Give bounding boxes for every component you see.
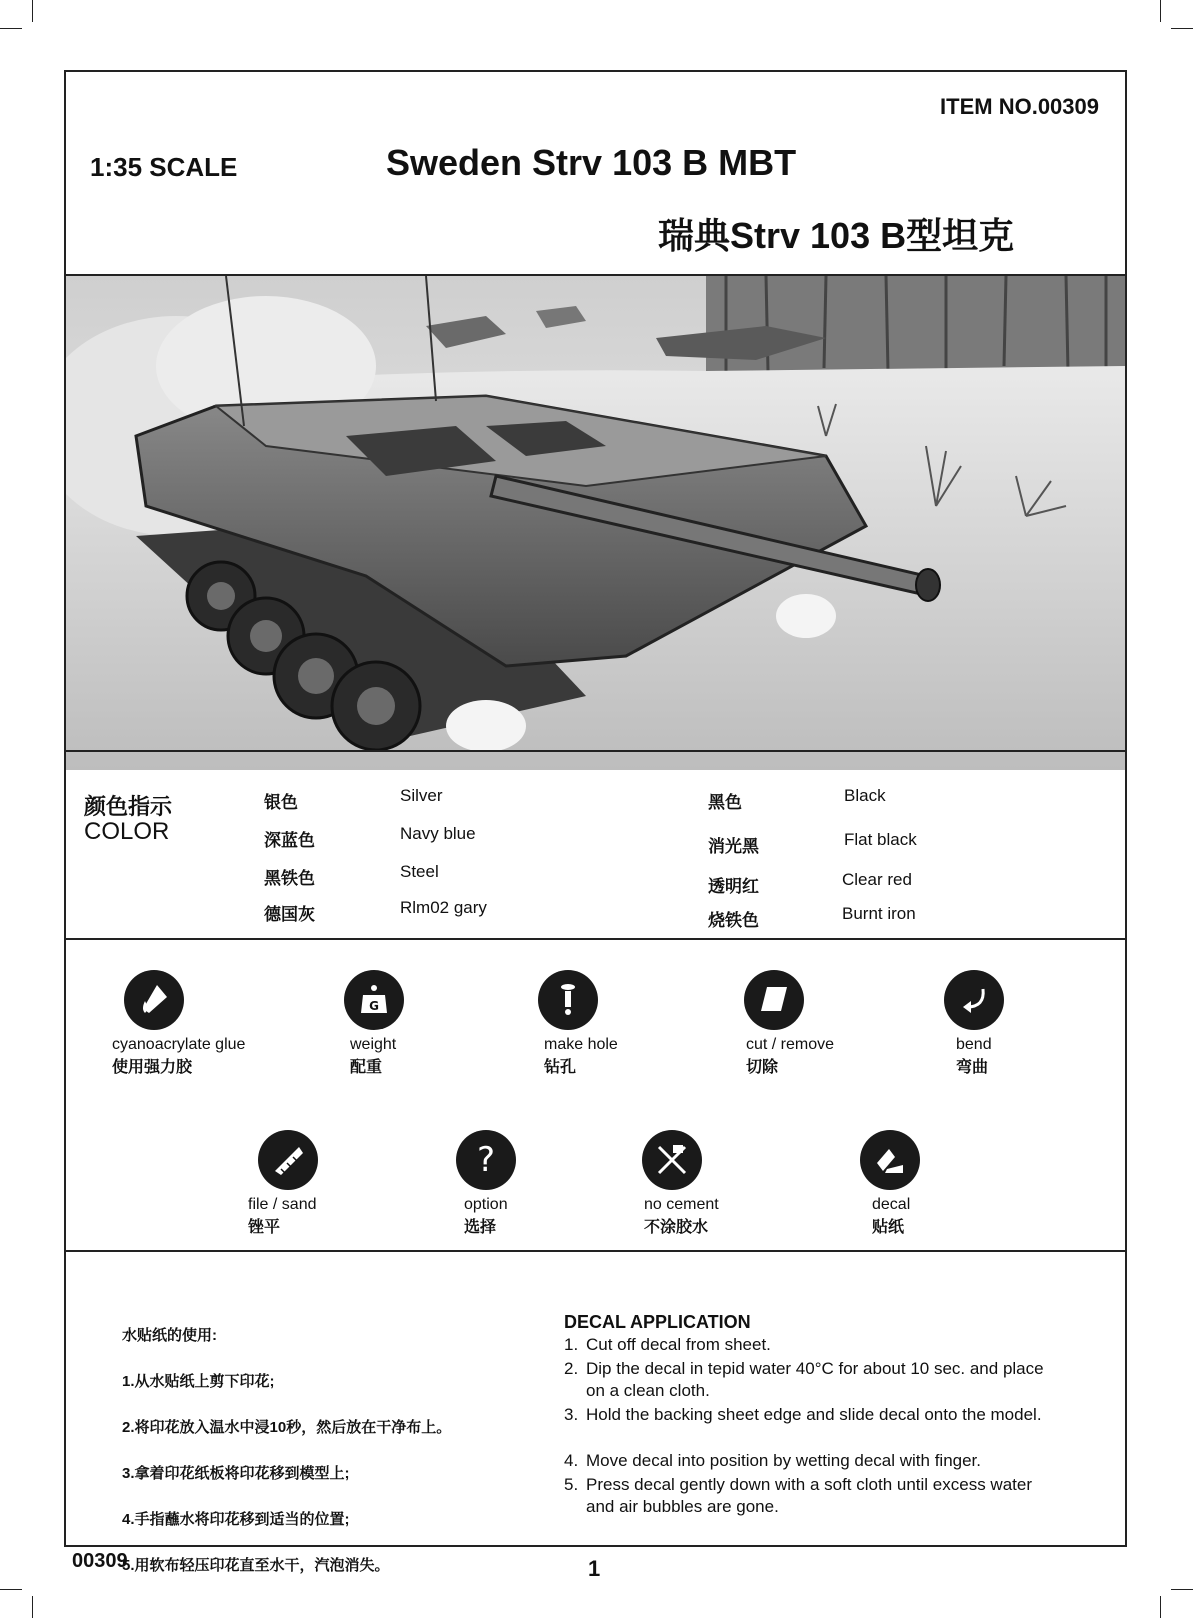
color-en: Black [844,786,886,805]
step-number: 1. [564,1335,579,1354]
color-cn: 银色 [264,793,298,812]
decal-step-cn: 5.用软布轻压印花直至水干，汽泡消失。 [122,1557,390,1574]
svg-text:G: G [369,999,379,1013]
decal-step-cn: 4.手指蘸水将印花移到适当的位置; [122,1511,350,1528]
option-icon: ? [456,1130,516,1190]
color-en: Rlm02 gary [400,898,487,917]
symbol-label-zh: 贴纸 [872,1219,905,1236]
symbol-glue [112,970,312,1077]
crop-mark [1171,28,1193,29]
step-text: Hold the backing sheet edge and slide decal onto the model. [586,1405,1042,1424]
make-hole-icon [538,970,598,1030]
decal-step-cn: 2.将印花放入温水中浸10秒，然后放在干净布上。 [122,1419,452,1436]
step-text: Move decal into position by wetting decal with finger. [586,1451,982,1470]
page-title-cn: 瑞典Strv 103 B型坦克 [658,215,1015,256]
decal-title-cn: 水贴纸的使用: [122,1327,217,1344]
color-cn: 消光黑 [708,837,759,856]
crop-mark [0,1589,22,1590]
item-number: ITEM NO.00309 [940,94,1099,119]
decal-icon [860,1130,920,1190]
bend-icon [944,970,1004,1030]
step-text: Dip the decal in tepid water 40°C for about 10 sec. and place on a clean cloth. [586,1359,1044,1400]
symbol-option [464,1130,664,1237]
weight-icon [344,970,404,1030]
symbol-label-zh: 钻孔 [544,1059,577,1076]
symbol-hole [544,970,744,1077]
divider [66,750,1125,752]
file-sand-icon [258,1130,318,1190]
symbol-file [248,1130,448,1237]
step-number: 3. [564,1405,579,1424]
color-en: Silver [400,786,443,805]
decal-title-en: DECAL APPLICATION [564,1312,751,1332]
color-cn: 烧铁色 [708,911,759,930]
symbol-label-en: no cement [644,1196,719,1213]
color-en: Burnt iron [842,904,916,923]
crop-mark [1160,1596,1161,1618]
step-number: 5. [564,1475,579,1494]
symbol-label-zh: 锉平 [248,1219,281,1236]
color-en: Flat black [844,830,917,849]
decal-step-en [564,1334,1054,1356]
symbol-label-en: decal [872,1196,911,1213]
step-text: Cut off decal from sheet. [586,1335,771,1354]
color-cn: 德国灰 [264,905,315,924]
page-frame [64,70,1127,1574]
step-number: 2. [564,1359,579,1378]
no-cement-icon [642,1130,702,1190]
decal-step-cn: 1.从水贴纸上剪下印花; [122,1373,275,1390]
crop-mark [1160,0,1161,22]
decal-step-en [564,1404,1054,1426]
symbol-label-zh: 不涂胶水 [644,1219,709,1236]
cut-remove-icon [744,970,804,1030]
symbol-label-en: make hole [544,1036,618,1053]
crop-mark [32,1596,33,1618]
color-en: Steel [400,862,439,881]
symbol-cut [746,970,946,1077]
color-en: Clear red [842,870,912,889]
document-code: 00309 [72,1550,128,1572]
symbol-bend [956,970,1156,1077]
symbol-label-zh: 使用强力胶 [112,1059,193,1076]
page-number: 1 [588,1556,601,1581]
symbol-label-en: option [464,1196,508,1213]
decal-step-en [564,1474,1054,1518]
symbol-label-en: weight [350,1036,397,1053]
crop-mark [0,28,22,29]
step-number: 4. [564,1451,579,1470]
tank-illustration [66,276,1125,770]
symbol-label-zh: 切除 [746,1059,779,1076]
decal-step-en [564,1358,1054,1402]
crop-mark [1171,1589,1193,1590]
color-cn: 黑铁色 [264,869,315,888]
color-cn: 透明红 [708,877,759,896]
symbol-label-en: file / sand [248,1196,317,1213]
decal-step-en [564,1450,1054,1472]
color-en: Navy blue [400,824,476,843]
symbol-label-zh: 弯曲 [956,1059,989,1076]
symbol-label-en: cyanoacrylate glue [112,1036,246,1053]
symbol-label-en: cut / remove [746,1036,835,1053]
symbol-label-zh: 选择 [464,1219,497,1236]
color-heading-cn: 颜色指示 [84,794,173,819]
scale-label: 1:35 SCALE [90,152,238,182]
symbol-weight [350,970,550,1077]
page-title: Sweden Strv 103 B MBT [386,142,797,183]
decal-step-cn: 3.拿着印花纸板将印花移到模型上; [122,1465,350,1482]
divider [66,938,1125,940]
crop-mark [32,0,33,22]
symbol-label-en: bend [956,1036,992,1053]
symbol-label-zh: 配重 [350,1059,383,1076]
symbol-no-cement [644,1130,844,1237]
color-heading-en: COLOR [84,818,170,845]
color-cn: 黑色 [708,793,742,812]
glue-drop-icon [124,970,184,1030]
divider [66,1250,1125,1252]
color-cn: 深蓝色 [264,831,315,850]
symbol-decal [872,1130,1072,1237]
step-text: Press decal gently down with a soft cloth until excess water and air bubbles are gone. [586,1475,1032,1516]
